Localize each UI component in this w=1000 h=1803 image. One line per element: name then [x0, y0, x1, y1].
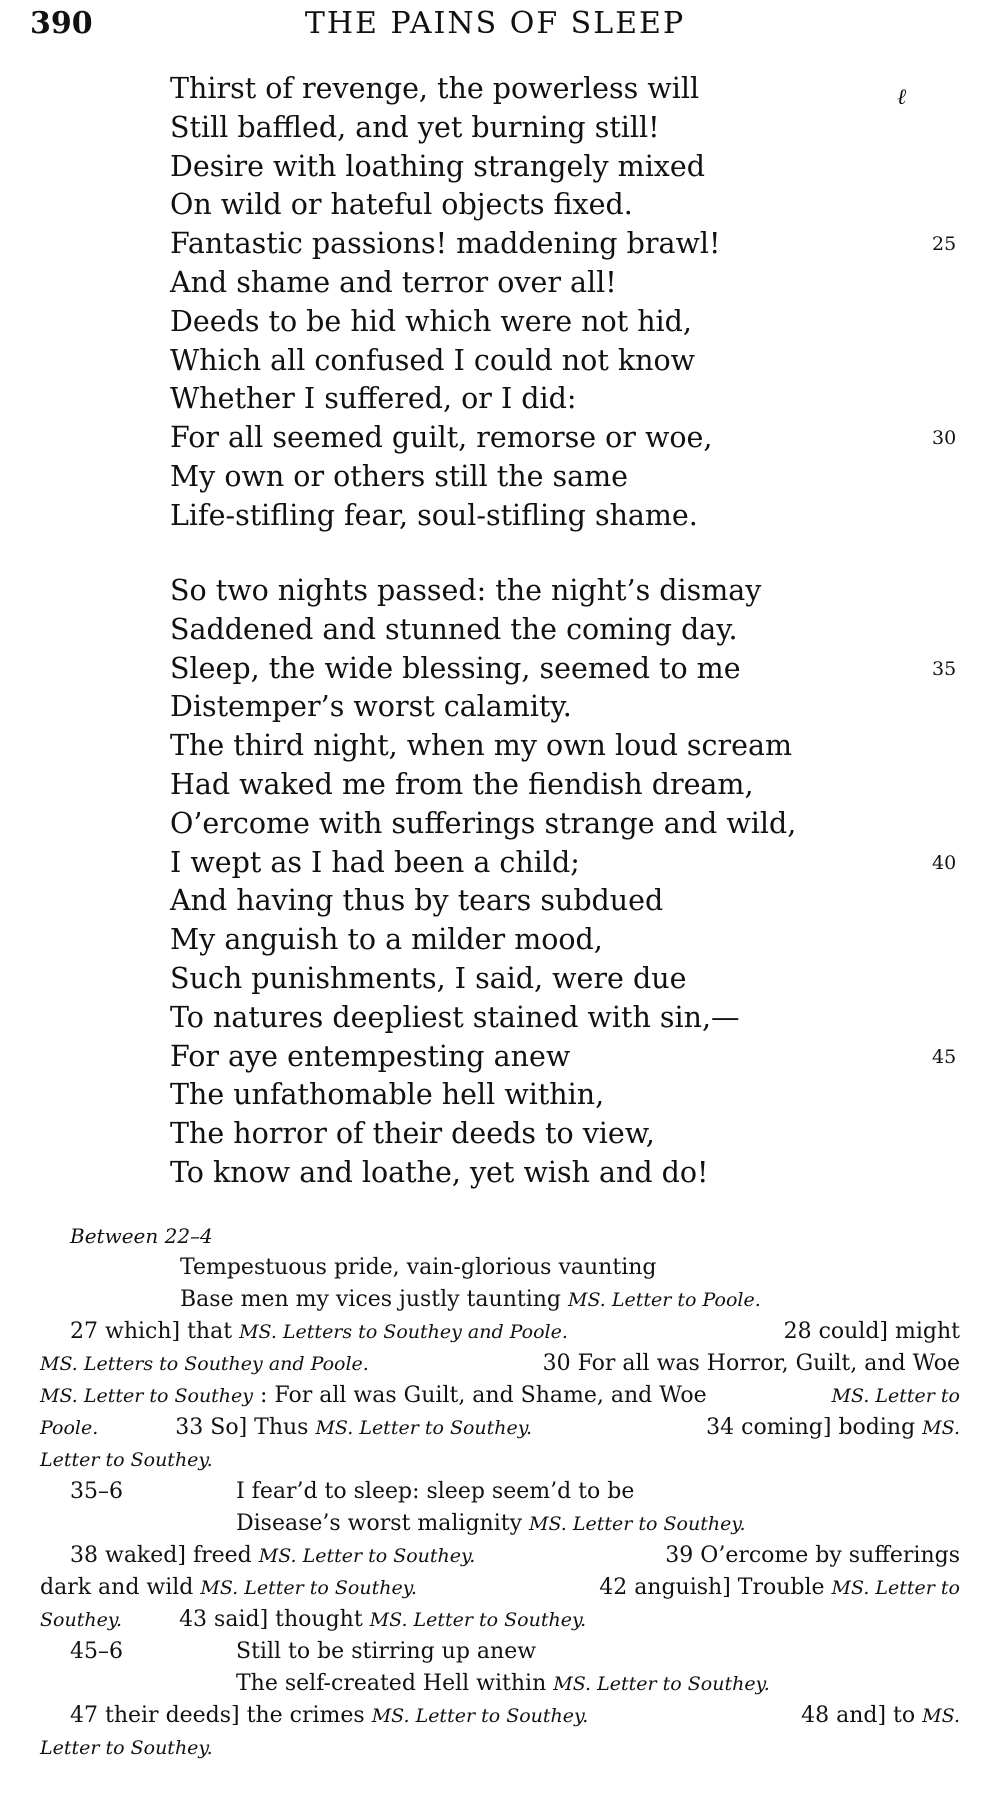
verse-line: So two nights passed: the night’s dismay: [170, 574, 762, 607]
verse-line: I wept as I had been a child; 40: [170, 844, 970, 883]
note-between-line-1: Tempestuous pride, vain-glorious vaunting: [180, 1255, 657, 1280]
verse-line: And shame and terror over all!: [170, 265, 617, 299]
verse-line: Still baffled, and yet burning still!: [170, 110, 660, 144]
verse-line: To natures deepliest stained with sin,—: [170, 1000, 740, 1034]
verse-line: Fantastic passions! maddening brawl! 25: [170, 225, 970, 264]
note-42-43: Southey. 43 said] thought MS. Letter to Southey.: [40, 1607, 587, 1632]
verse-line: Whether I suffered, or I did:: [170, 382, 577, 416]
note-30-cont: MS. Letter to Southey : For all was Guilt, and Shame, and Woe MS. Letter to: [40, 1383, 960, 1408]
note-45-6: 45–6 Still to be stirring up anew: [70, 1639, 537, 1664]
note-47-48: 47 their deeds] the crimes MS. Letter to Southey. 48 and] to MS.: [70, 1703, 960, 1728]
verse-line: Had waked me from the fiendish dream,: [170, 767, 754, 801]
note-33-34: Poole. 33 So] Thus MS. Letter to Southey. 34 coming] boding MS.: [40, 1415, 960, 1440]
note-38-39: 38 waked] freed MS. Letter to Southey. 39 O’ercome by sufferings: [70, 1543, 960, 1568]
note-35-6-line-2: Disease’s worst malignity MS. Letter to Southey.: [236, 1511, 746, 1536]
note-48-cont: Letter to Southey.: [40, 1737, 213, 1759]
verse-line: Distemper’s worst calamity.: [170, 690, 572, 724]
verse-line: My own or others still the same: [170, 459, 629, 493]
verse-line: Such punishments, I said, were due: [170, 961, 687, 995]
running-title: THE PAINS OF SLEEP: [304, 6, 686, 41]
verse-line: For aye entempesting anew 45: [170, 1038, 970, 1077]
stanza-1: [170, 70, 970, 536]
verse-line: Which all confused I could not know: [170, 343, 696, 377]
verse-line: O’ercome with sufferings strange and wild,: [170, 806, 797, 840]
note-35-6: 35–6 I fear’d to sleep: sleep seem’d to be: [70, 1479, 635, 1504]
verse-line: My anguish to a milder mood,: [170, 923, 603, 957]
verse-line: Thirst of revenge, the powerless will: [170, 72, 700, 105]
verse-line: And having thus by tears subdued: [170, 884, 664, 918]
verse-line: The horror of their deeds to view,: [170, 1117, 655, 1151]
verse-line: The unfathomable hell within,: [170, 1078, 605, 1112]
verse-line: To know and loathe, yet wish and do!: [170, 1155, 709, 1189]
page-header: [30, 6, 960, 46]
verse-line: Sleep, the wide blessing, seemed to me 35: [170, 650, 970, 689]
textual-notes: [40, 1220, 960, 1764]
note-between-line-2: Base men my vices justly taunting MS. Letter to Poole.: [180, 1287, 761, 1312]
note-34-cont: Letter to Southey.: [40, 1449, 213, 1471]
page-number: 390: [30, 6, 93, 41]
verse-line: Saddened and stunned the coming day.: [170, 612, 738, 646]
verse-line: On wild or hateful objects fixed.: [170, 188, 633, 222]
stanza-2: [170, 572, 970, 1193]
line-number: 45: [932, 1045, 957, 1068]
verse-line: The third night, when my own loud scream: [170, 729, 792, 763]
line-number: 40: [932, 851, 957, 874]
verse-line: Life-stifling fear, soul-stifling shame.: [170, 498, 698, 532]
line-number: 25: [932, 233, 957, 256]
stray-mark: ℓ: [897, 85, 907, 110]
note-39-42: dark and wild MS. Letter to Southey. 42 anguish] Trouble MS. Letter to: [40, 1575, 960, 1600]
note-28-30: MS. Letters to Southey and Poole. 30 For all was Horror, Guilt, and Woe: [40, 1351, 960, 1376]
verse-line: Deeds to be hid which were not hid,: [170, 304, 692, 338]
note-27-28: 27 which] that MS. Letters to Southey and Poole. 28 could] might: [70, 1319, 960, 1344]
verse-line: Desire with loathing strangely mixed: [170, 149, 705, 183]
note-45-6-line-2: The self-created Hell within MS. Letter to Southey.: [236, 1671, 770, 1696]
line-number: 30: [932, 427, 957, 450]
line-number: 35: [932, 657, 957, 680]
verse-line: For all seemed guilt, remorse or woe, 30: [170, 419, 970, 458]
note-between-label: Between 22–4: [70, 1224, 213, 1248]
